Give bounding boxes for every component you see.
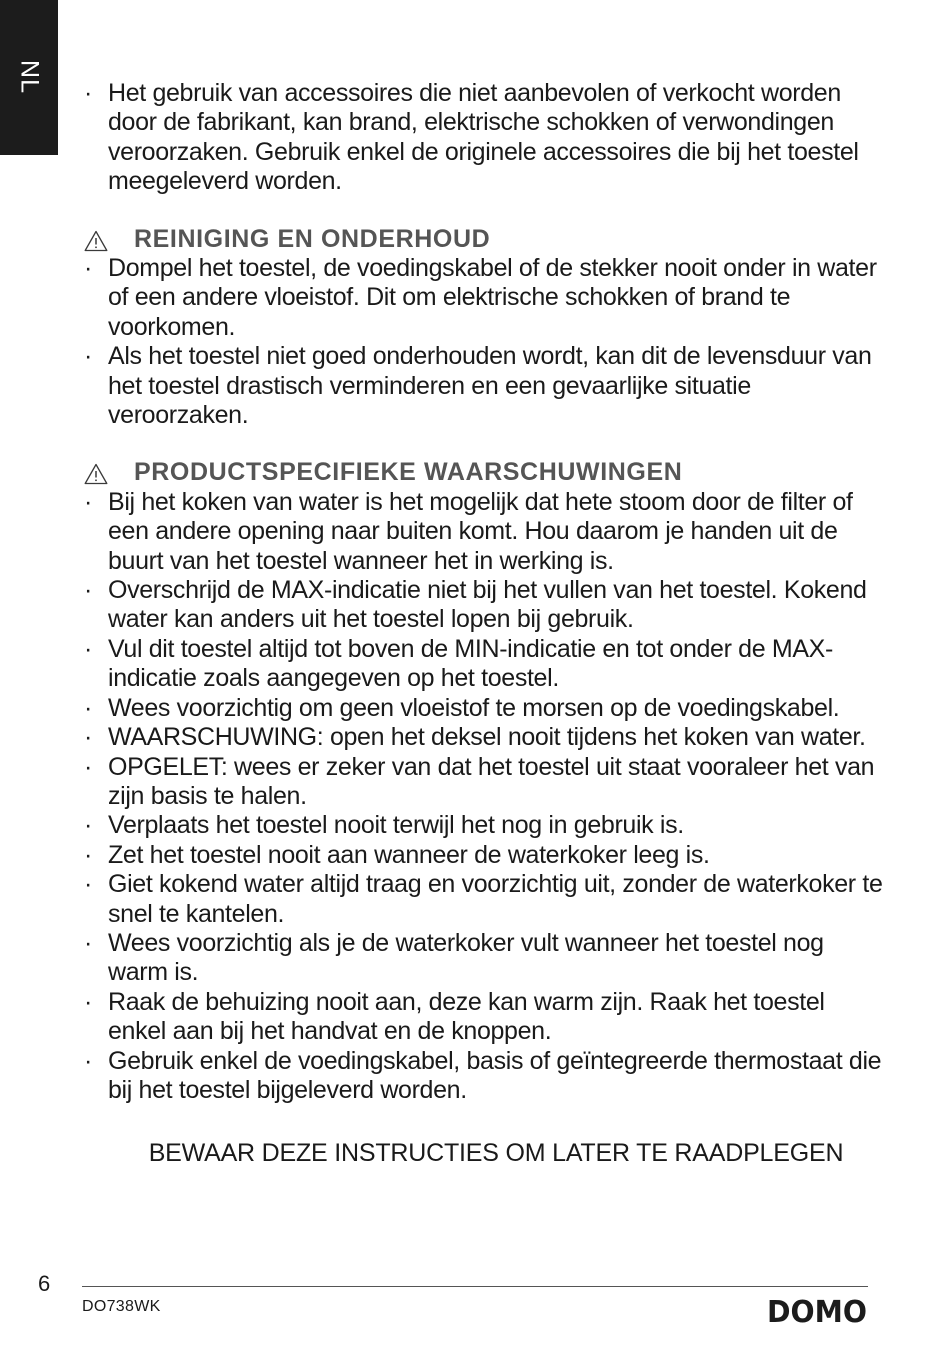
section-heading-text: REINIGING EN ONDERHOUD <box>134 224 491 253</box>
bullet: · <box>84 752 92 781</box>
language-tab <box>0 0 58 155</box>
bullet: · <box>84 254 92 283</box>
warning-triangle-icon <box>84 463 108 485</box>
list-item <box>84 79 884 197</box>
bullet: · <box>84 723 92 752</box>
list-item <box>84 488 884 576</box>
intro-list <box>84 79 884 197</box>
list-item <box>84 635 884 694</box>
list-item <box>84 694 884 723</box>
document-content <box>84 79 884 1168</box>
language-label: NL <box>15 60 44 94</box>
list-item-text: Verplaats het toestel nooit terwijl het nog in gebruik is. <box>108 811 684 840</box>
list-item-text: Wees voorzichtig om geen vloeistof te morsen op de voedingskabel. <box>108 693 840 722</box>
brand-logo-text: DOMO <box>767 1296 867 1326</box>
bullet: · <box>84 342 92 371</box>
list-item <box>84 841 884 870</box>
bullet: · <box>84 928 92 957</box>
list-item <box>84 1047 884 1106</box>
bullet: · <box>84 870 92 899</box>
section-heading <box>84 458 884 487</box>
list-item <box>84 723 884 752</box>
bullet: · <box>84 79 92 107</box>
list-item-text: Wees voorzichtig als je de waterkoker vult wanneer het toestel nog warm is. <box>108 928 824 987</box>
list-item-text: Giet kokend water altijd traag en voorzichtig uit, zonder de waterkoker te snel te kantelen. <box>108 870 883 928</box>
bullet: · <box>84 576 92 605</box>
list-item <box>84 342 884 430</box>
list-item-text: Vul dit toestel altijd tot boven de MIN-indicatie en tot onder de MAX-indicatie zoals aangegeven op het toestel. <box>108 634 833 693</box>
bullet: · <box>84 1046 92 1075</box>
list-item <box>84 870 884 929</box>
list-item-text: Gebruik enkel de voedingskabel, basis of geïntegreerde thermostaat die bij het toestel bijgeleverd worden. <box>108 1046 882 1104</box>
bullet: · <box>84 634 92 663</box>
bullet: · <box>84 840 92 869</box>
bullet: · <box>84 487 92 516</box>
bullet: · <box>84 811 92 840</box>
page-number: 6 <box>38 1271 51 1296</box>
closing-note: BEWAAR DEZE INSTRUCTIES OM LATER TE RAADPLEGEN <box>148 1139 844 1168</box>
bullet: · <box>84 693 92 722</box>
warning-triangle-icon <box>84 230 108 252</box>
list-item <box>84 576 884 635</box>
section-list <box>84 254 884 430</box>
list-item-text: Bij het koken van water is het mogelijk dat hete stoom door de filter of een andere opening naar buiten komt. Hou daarom je handen uit de buurt van het toestel wanneer het in werking is. <box>108 487 853 575</box>
footer-divider <box>82 1286 868 1287</box>
list-item-text: OPGELET: wees er zeker van dat het toestel uit staat vooraleer het van zijn basis te halen. <box>108 752 875 810</box>
list-item-text: Het gebruik van accessoires die niet aanbevolen of verkocht worden door de fabrikant, kan brand, elektrische schokken of verwondingen veroorzaken. Gebruik enkel de originele accessoires die bij het toestel meegeleverd worden. <box>108 79 859 196</box>
section-list <box>84 488 884 1106</box>
section-heading-text: PRODUCTSPECIFIEKE WAARSCHUWINGEN <box>134 458 683 487</box>
list-item-text: Zet het toestel nooit aan wanneer de waterkoker leeg is. <box>108 840 710 869</box>
list-item <box>84 753 884 812</box>
list-item-text: Als het toestel niet goed onderhouden wordt, kan dit de levensduur van het toestel drastisch verminderen en een gevaarlijke situatie veroorzaken. <box>108 342 872 430</box>
list-item <box>84 254 884 342</box>
list-item <box>84 988 884 1047</box>
list-item-text: WAARSCHUWING: open het deksel nooit tijdens het koken van water. <box>108 723 866 752</box>
bullet: · <box>84 987 92 1016</box>
brand-logo <box>766 1296 868 1326</box>
section-cleaning <box>84 225 884 431</box>
list-item-text: Overschrijd de MAX-indicatie niet bij het vullen van het toestel. Kokend water kan anders uit het toestel lopen bij gebruik. <box>108 576 867 634</box>
list-item-text: Dompel het toestel, de voedingskabel of de stekker nooit onder in water of een andere vloeistof. Dit om elektrische schokken of brand te voorkomen. <box>108 254 877 341</box>
list-item <box>84 929 884 988</box>
model-number: DO738WK <box>82 1298 161 1315</box>
list-item-text: Raak de behuizing nooit aan, deze kan warm zijn. Raak het toestel enkel aan bij het handvat en de knoppen. <box>108 987 825 1046</box>
section-product-warnings <box>84 458 884 1105</box>
list-item <box>84 811 884 840</box>
section-heading <box>84 225 884 254</box>
